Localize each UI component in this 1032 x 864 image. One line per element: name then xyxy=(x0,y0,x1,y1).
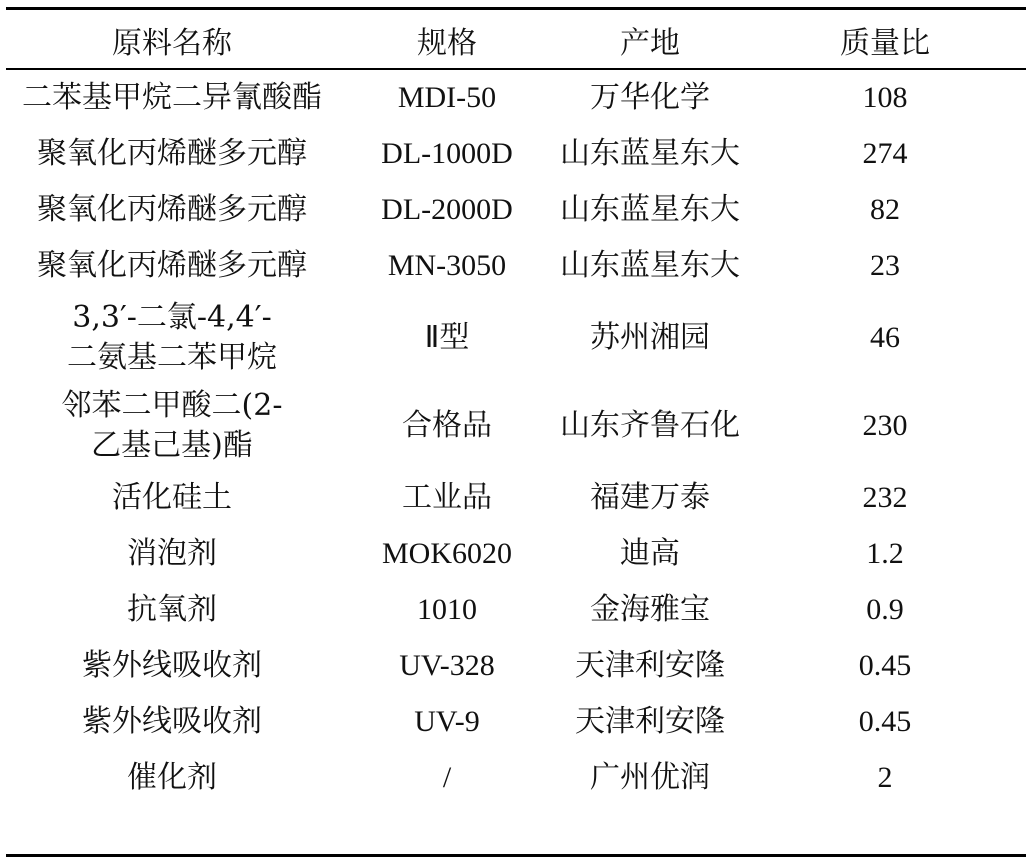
mass-ratio-cell: 82 xyxy=(870,193,900,226)
mass-ratio-cell: 230 xyxy=(862,409,908,442)
table-row xyxy=(6,294,1026,382)
material-name-cell: 聚氧化丙烯醚多元醇 xyxy=(37,136,307,171)
bottom-rule xyxy=(6,854,1026,857)
table-row xyxy=(6,70,1026,126)
specification-cell: DL-1000D xyxy=(381,137,513,170)
mass-ratio-cell: 232 xyxy=(862,481,908,514)
material-name-cell: 催化剂 xyxy=(127,760,217,795)
mass-ratio-cell: 23 xyxy=(870,249,900,282)
table-body xyxy=(6,70,1026,806)
specification-cell: / xyxy=(442,761,452,794)
specification-cell: UV-328 xyxy=(399,649,495,682)
materials-table-container xyxy=(6,7,1026,857)
material-name-cell: 抗氧剂 xyxy=(127,592,217,627)
material-name-cell: 聚氧化丙烯醚多元醇 xyxy=(37,192,307,227)
mass-ratio-cell: 1.2 xyxy=(866,537,904,570)
table-row xyxy=(6,126,1026,182)
mass-ratio-cell: 0.9 xyxy=(866,593,904,626)
table-row xyxy=(6,238,1026,294)
mass-ratio-cell: 2 xyxy=(877,761,893,794)
mass-ratio-cell: 0.45 xyxy=(858,649,912,682)
header-material-name: 原料名称 xyxy=(112,26,232,61)
mass-ratio-cell: 274 xyxy=(862,137,908,170)
table-row xyxy=(6,750,1026,806)
specification-cell: 1010 xyxy=(417,593,477,626)
origin-cell: 山东蓝星东大 xyxy=(560,248,740,283)
header-mass-ratio: 质量比 xyxy=(840,26,930,61)
material-name-cell: 聚氧化丙烯醚多元醇 xyxy=(37,248,307,283)
origin-cell: 金海雅宝 xyxy=(590,592,710,627)
specification-cell: Ⅱ型 xyxy=(424,321,470,354)
table-row xyxy=(6,638,1026,694)
origin-cell: 苏州湘园 xyxy=(590,320,710,355)
material-name-cell: 二苯基甲烷二异氰酸酯 xyxy=(22,80,322,115)
mass-ratio-cell: 0.45 xyxy=(858,705,912,738)
header-origin: 产地 xyxy=(620,26,680,61)
specification-cell: UV-9 xyxy=(414,705,480,738)
material-name-cell: 紫外线吸收剂 xyxy=(82,704,262,739)
specification-cell: MDI-50 xyxy=(397,81,497,114)
origin-cell: 迪高 xyxy=(620,536,680,571)
specification-cell: 工业品 xyxy=(402,481,492,514)
table-row xyxy=(6,382,1026,470)
material-name-cell: 紫外线吸收剂 xyxy=(82,648,262,683)
origin-cell: 广州优润 xyxy=(590,760,710,795)
mass-ratio-cell: 108 xyxy=(862,81,908,114)
specification-cell: MOK6020 xyxy=(381,537,512,570)
material-name-cell: 消泡剂 xyxy=(127,536,217,571)
origin-cell: 山东齐鲁石化 xyxy=(560,408,740,443)
specification-cell: 合格品 xyxy=(402,409,492,442)
origin-cell: 山东蓝星东大 xyxy=(560,136,740,171)
specification-cell: MN-3050 xyxy=(387,249,507,282)
origin-cell: 万华化学 xyxy=(590,80,710,115)
table-row xyxy=(6,182,1026,238)
origin-cell: 天津利安隆 xyxy=(575,704,725,739)
material-name-cell: 邻苯二甲酸二(2- 乙基己基)酯 xyxy=(61,388,283,463)
table-row xyxy=(6,694,1026,750)
table-row xyxy=(6,526,1026,582)
material-name-cell: 3,3′-二氯-4,4′- 二氨基二苯甲烷 xyxy=(67,300,277,375)
specification-cell: DL-2000D xyxy=(381,193,513,226)
table-row xyxy=(6,582,1026,638)
material-name-cell: 活化硅土 xyxy=(112,480,232,515)
origin-cell: 山东蓝星东大 xyxy=(560,192,740,227)
table-header-row xyxy=(6,10,1026,70)
origin-cell: 福建万泰 xyxy=(590,480,710,515)
header-specification: 规格 xyxy=(417,26,477,61)
table-row xyxy=(6,470,1026,526)
origin-cell: 天津利安隆 xyxy=(575,648,725,683)
materials-table xyxy=(6,10,1026,806)
mass-ratio-cell: 46 xyxy=(870,321,900,354)
